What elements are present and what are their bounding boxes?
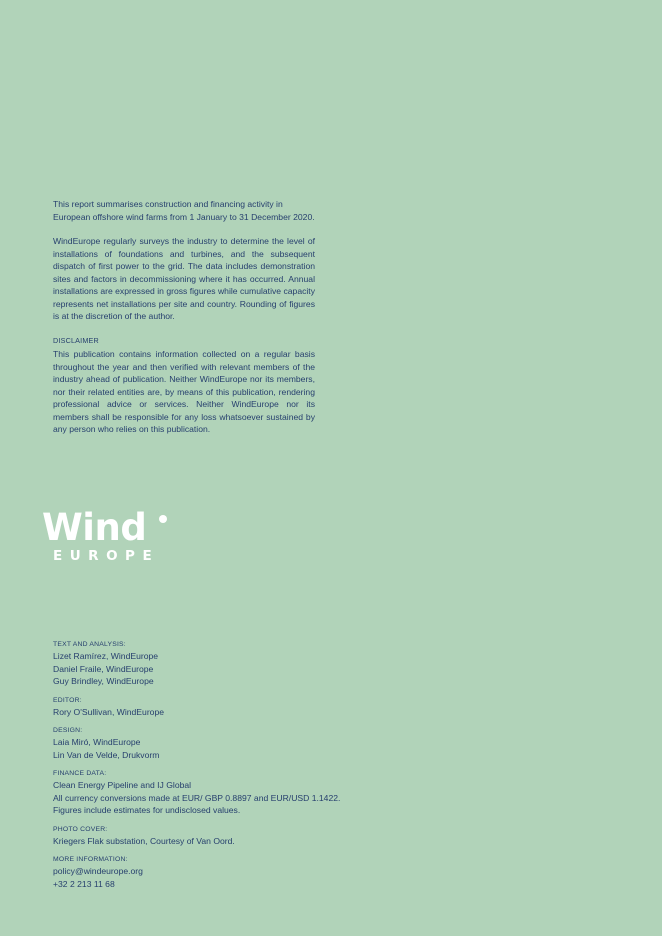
credits-line: Lizet Ramírez, WindEurope — [53, 651, 159, 661]
windeurope-logo — [42, 506, 160, 564]
credits-label: FINANCE DATA: — [53, 770, 107, 777]
credits-group-photo — [53, 825, 453, 848]
credits-line: Kriegers Flak substation, Courtesy of Van Oord. — [53, 835, 235, 846]
phone-number: +32 2 213 11 68 — [53, 878, 115, 889]
credits-line: Guy Brindley, WindEurope — [53, 676, 154, 686]
credits-block — [53, 640, 453, 898]
credits-group-editor — [53, 696, 453, 719]
logo-subtitle: EUROPE — [53, 548, 160, 564]
disclaimer-text: This publication contains information collected on a regular basis throughout the year and then verified with relevant members of the industry ahead of publication. Neither WindEurope nor its members, nor their related entities are, by means of this publication, rendering professional advice or services. Neither WindEurope nor its members shall be responsible for any loss whatsoever sustained by any person who relies on this publication. — [53, 349, 315, 434]
credits-line: All currency conversions made at EUR/ GBP 0.8897 and EUR/USD 1.1422. — [53, 792, 341, 803]
credits-group-design — [53, 726, 453, 761]
credits-group-finance — [53, 769, 453, 817]
intro-block — [53, 198, 315, 448]
credits-line: Figures include estimates for undisclosed values. — [53, 805, 241, 815]
email-link[interactable]: policy@windeurope.org — [53, 866, 143, 876]
credits-line: Daniel Fraile, WindEurope — [53, 663, 154, 674]
credits-label: DESIGN: — [53, 727, 83, 734]
methodology-paragraph: WindEurope regularly surveys the industry to determine the level of installations of foundations and turbines, and the subsequent dispatch of first power to the grid. The data includes demonstration sites and factors in decommissioning where it has occurred. Annual installations are expressed in gross figures while cumulative capacity represents net installations per site and country. Rounding of figures is at the discretion of the author. — [53, 236, 315, 321]
credits-line: Clean Energy Pipeline and IJ Global — [53, 780, 192, 790]
credits-line: Rory O'Sullivan, WindEurope — [53, 706, 165, 717]
credits-label: PHOTO COVER: — [53, 825, 108, 833]
logo-dot-icon — [159, 515, 167, 523]
credits-group-text-analysis — [53, 640, 453, 688]
credits-label: MORE INFORMATION: — [53, 856, 128, 863]
credits-label: EDITOR: — [53, 696, 82, 704]
intro-paragraph: This report summarises construction and financing activity in European offshore wind farms from 1 January to 31 December 2020. — [53, 199, 315, 222]
disclaimer-label: DISCLAIMER — [53, 335, 99, 345]
credits-label: TEXT AND ANALYSIS: — [53, 641, 126, 648]
logo-wordmark: Wind — [42, 506, 147, 549]
credits-group-more-info — [53, 855, 453, 890]
credits-line: Lin Van de Velde, Drukvorm — [53, 749, 160, 760]
credits-line: Laia Miró, WindEurope — [53, 737, 141, 747]
